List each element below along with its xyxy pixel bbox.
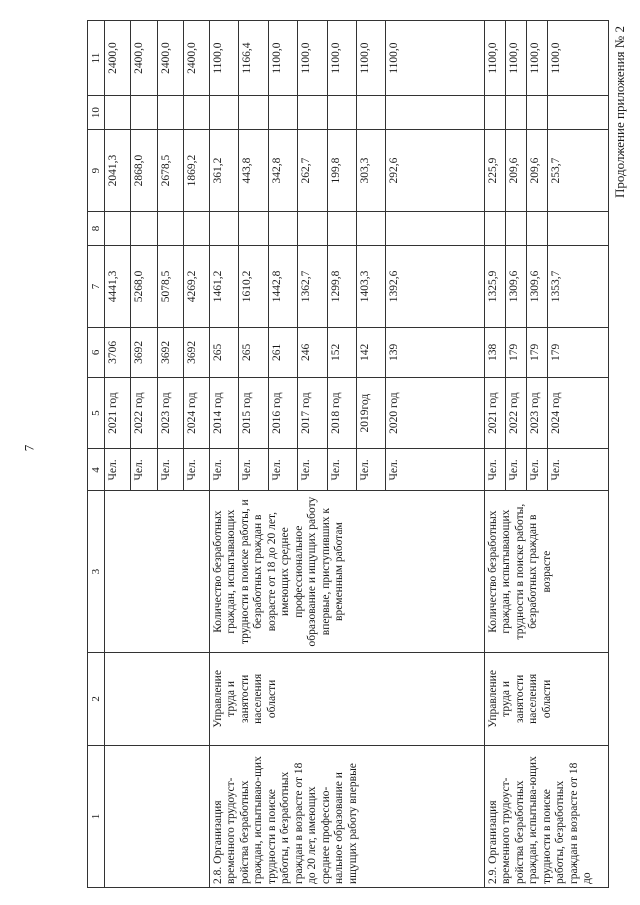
- total-cell: 1362,7: [298, 246, 327, 328]
- year-cell: 2020 год: [386, 377, 485, 449]
- indicator-name: Количество безработных граждан, испытывающих трудности в поиске работы, и безработных граждан в возрасте от 18 до 20 лет, имеющих среднее профессиональное образование и ищущих работу впервые, приступивших к временным работам: [210, 491, 485, 652]
- col11-cell: 1100,0: [386, 21, 485, 96]
- unit-cell: Чел.: [268, 449, 297, 491]
- count-cell: 246: [298, 327, 327, 377]
- unit-cell: Чел.: [485, 449, 506, 491]
- count-cell: 3706: [105, 327, 131, 377]
- col8-cell: [131, 211, 157, 245]
- col8-cell: [527, 211, 548, 245]
- table-row: [210, 21, 239, 888]
- continuation-caption: Продолжение приложения № 2: [612, 26, 627, 198]
- col9-cell: 2678,5: [157, 130, 183, 212]
- col-number: 8: [88, 211, 105, 245]
- unit-cell: Чел.: [298, 449, 327, 491]
- total-cell: 4441,3: [105, 246, 131, 328]
- col9-cell: 303,3: [356, 130, 385, 212]
- col8-cell: [356, 211, 385, 245]
- col10-cell: [298, 96, 327, 130]
- unit-cell: Чел.: [527, 449, 548, 491]
- col10-cell: [268, 96, 297, 130]
- col-number: 10: [88, 96, 105, 130]
- total-cell: 5268,0: [131, 246, 157, 328]
- count-cell: 265: [239, 327, 268, 377]
- col9-cell: 209,6: [506, 130, 527, 212]
- col11-cell: 2400,0: [183, 21, 209, 96]
- col11-cell: 1100,0: [327, 21, 356, 96]
- col9-cell: 342,8: [268, 130, 297, 212]
- count-cell: 3692: [157, 327, 183, 377]
- total-cell: 4269,2: [183, 246, 209, 328]
- col9-cell: 199,8: [327, 130, 356, 212]
- col8-cell: [268, 211, 297, 245]
- year-cell: 2023 год: [157, 377, 183, 449]
- table-rotator: [87, 20, 609, 888]
- col11-cell: 1166,4: [239, 21, 268, 96]
- year-cell: 2017 год: [298, 377, 327, 449]
- year-cell: 2022 год: [506, 377, 527, 449]
- col-number: 3: [88, 491, 105, 652]
- col11-cell: 1100,0: [527, 21, 548, 96]
- measure-name: 2.9. Организация временного трудоуст-ройства безработных граждан, испытыва-ющих трудности в поиске работы, безработных граждан в возрасте от 18 до: [485, 745, 609, 887]
- table-row: [485, 21, 506, 888]
- count-cell: 179: [527, 327, 548, 377]
- col-number: 2: [88, 652, 105, 745]
- count-cell: 3692: [131, 327, 157, 377]
- unit-cell: Чел.: [356, 449, 385, 491]
- col9-cell: 225,9: [485, 130, 506, 212]
- col11-cell: 1100,0: [210, 21, 239, 96]
- count-cell: 179: [506, 327, 527, 377]
- unit-cell: Чел.: [239, 449, 268, 491]
- total-cell: 1392,6: [386, 246, 485, 328]
- count-cell: 152: [327, 327, 356, 377]
- col11-cell: 2400,0: [105, 21, 131, 96]
- measure-cell-empty: [105, 745, 210, 887]
- col9-cell: 443,8: [239, 130, 268, 212]
- indicator-name: Количество безработных граждан, испытывающих трудности в поиске работы, безработных граждан в возрасте: [485, 491, 609, 652]
- program-table: [87, 20, 609, 888]
- col10-cell: [105, 96, 131, 130]
- table-row: [105, 21, 131, 888]
- col8-cell: [327, 211, 356, 245]
- year-cell: 2024 год: [183, 377, 209, 449]
- executor-name: Управление труда и занятости населения области: [210, 652, 485, 745]
- unit-cell: Чел.: [105, 449, 131, 491]
- col9-cell: 253,7: [548, 130, 609, 212]
- col10-cell: [157, 96, 183, 130]
- total-cell: 1610,2: [239, 246, 268, 328]
- year-cell: 2019год: [356, 377, 385, 449]
- total-cell: 1403,3: [356, 246, 385, 328]
- col9-cell: 262,7: [298, 130, 327, 212]
- year-cell: 2021 год: [105, 377, 131, 449]
- year-cell: 2024 год: [548, 377, 609, 449]
- col10-cell: [183, 96, 209, 130]
- col10-cell: [386, 96, 485, 130]
- year-cell: 2014 год: [210, 377, 239, 449]
- count-cell: 3692: [183, 327, 209, 377]
- unit-cell: Чел.: [210, 449, 239, 491]
- col8-cell: [239, 211, 268, 245]
- col9-cell: 2041,3: [105, 130, 131, 212]
- col10-cell: [131, 96, 157, 130]
- col9-cell: 209,6: [527, 130, 548, 212]
- unit-cell: Чел.: [506, 449, 527, 491]
- measure-name: 2.8. Организация временного трудоуст-ройства безработных граждан, испытываю-щих трудности в поиске работы, и безработных граждан в возрасте от 18 до 20 лет, имеющих среднее профессио-нальное образование и ищущих работу впервые: [210, 745, 485, 887]
- indicator-cell-empty: [105, 491, 210, 652]
- col8-cell: [183, 211, 209, 245]
- total-cell: 5078,5: [157, 246, 183, 328]
- col8-cell: [386, 211, 485, 245]
- col10-cell: [548, 96, 609, 130]
- col8-cell: [298, 211, 327, 245]
- col11-cell: 1100,0: [485, 21, 506, 96]
- col-number: 1: [88, 745, 105, 887]
- col11-cell: 2400,0: [131, 21, 157, 96]
- col11-cell: 1100,0: [506, 21, 527, 96]
- col-number: 11: [88, 21, 105, 96]
- col10-cell: [527, 96, 548, 130]
- col10-cell: [239, 96, 268, 130]
- col10-cell: [327, 96, 356, 130]
- count-cell: 142: [356, 327, 385, 377]
- col-number: 5: [88, 377, 105, 449]
- col8-cell: [157, 211, 183, 245]
- unit-cell: Чел.: [386, 449, 485, 491]
- total-cell: 1309,6: [527, 246, 548, 328]
- col11-cell: 1100,0: [268, 21, 297, 96]
- total-cell: 1325,9: [485, 246, 506, 328]
- column-number-row: [88, 21, 105, 888]
- count-cell: 265: [210, 327, 239, 377]
- total-cell: 1309,6: [506, 246, 527, 328]
- unit-cell: Чел.: [131, 449, 157, 491]
- year-cell: 2023 год: [527, 377, 548, 449]
- col-number: 6: [88, 327, 105, 377]
- col10-cell: [485, 96, 506, 130]
- executor-name: Управление труда и занятости населения области: [485, 652, 609, 745]
- unit-cell: Чел.: [183, 449, 209, 491]
- col10-cell: [506, 96, 527, 130]
- col10-cell: [210, 96, 239, 130]
- count-cell: 138: [485, 327, 506, 377]
- col8-cell: [105, 211, 131, 245]
- year-cell: 2021 год: [485, 377, 506, 449]
- col-number: 9: [88, 130, 105, 212]
- count-cell: 261: [268, 327, 297, 377]
- col11-cell: 2400,0: [157, 21, 183, 96]
- unit-cell: Чел.: [157, 449, 183, 491]
- col8-cell: [548, 211, 609, 245]
- col11-cell: 1100,0: [548, 21, 609, 96]
- total-cell: 1353,7: [548, 246, 609, 328]
- unit-cell: Чел.: [548, 449, 609, 491]
- total-cell: 1442,8: [268, 246, 297, 328]
- col8-cell: [485, 211, 506, 245]
- col8-cell: [210, 211, 239, 245]
- total-cell: 1299,8: [327, 246, 356, 328]
- year-cell: 2016 год: [268, 377, 297, 449]
- year-cell: 2018 год: [327, 377, 356, 449]
- col9-cell: 361,2: [210, 130, 239, 212]
- col9-cell: 292,6: [386, 130, 485, 212]
- rotated-table-area: [87, 20, 609, 888]
- col9-cell: 2868,0: [131, 130, 157, 212]
- col11-cell: 1100,0: [298, 21, 327, 96]
- col-number: 4: [88, 449, 105, 491]
- unit-cell: Чел.: [327, 449, 356, 491]
- year-cell: 2015 год: [239, 377, 268, 449]
- count-cell: 139: [386, 327, 485, 377]
- col-number: 7: [88, 246, 105, 328]
- col8-cell: [506, 211, 527, 245]
- col11-cell: 1100,0: [356, 21, 385, 96]
- col9-cell: 1869,2: [183, 130, 209, 212]
- total-cell: 1461,2: [210, 246, 239, 328]
- page-number: 7: [21, 444, 37, 452]
- executor-cell-empty: [105, 652, 210, 745]
- count-cell: 179: [548, 327, 609, 377]
- year-cell: 2022 год: [131, 377, 157, 449]
- col10-cell: [356, 96, 385, 130]
